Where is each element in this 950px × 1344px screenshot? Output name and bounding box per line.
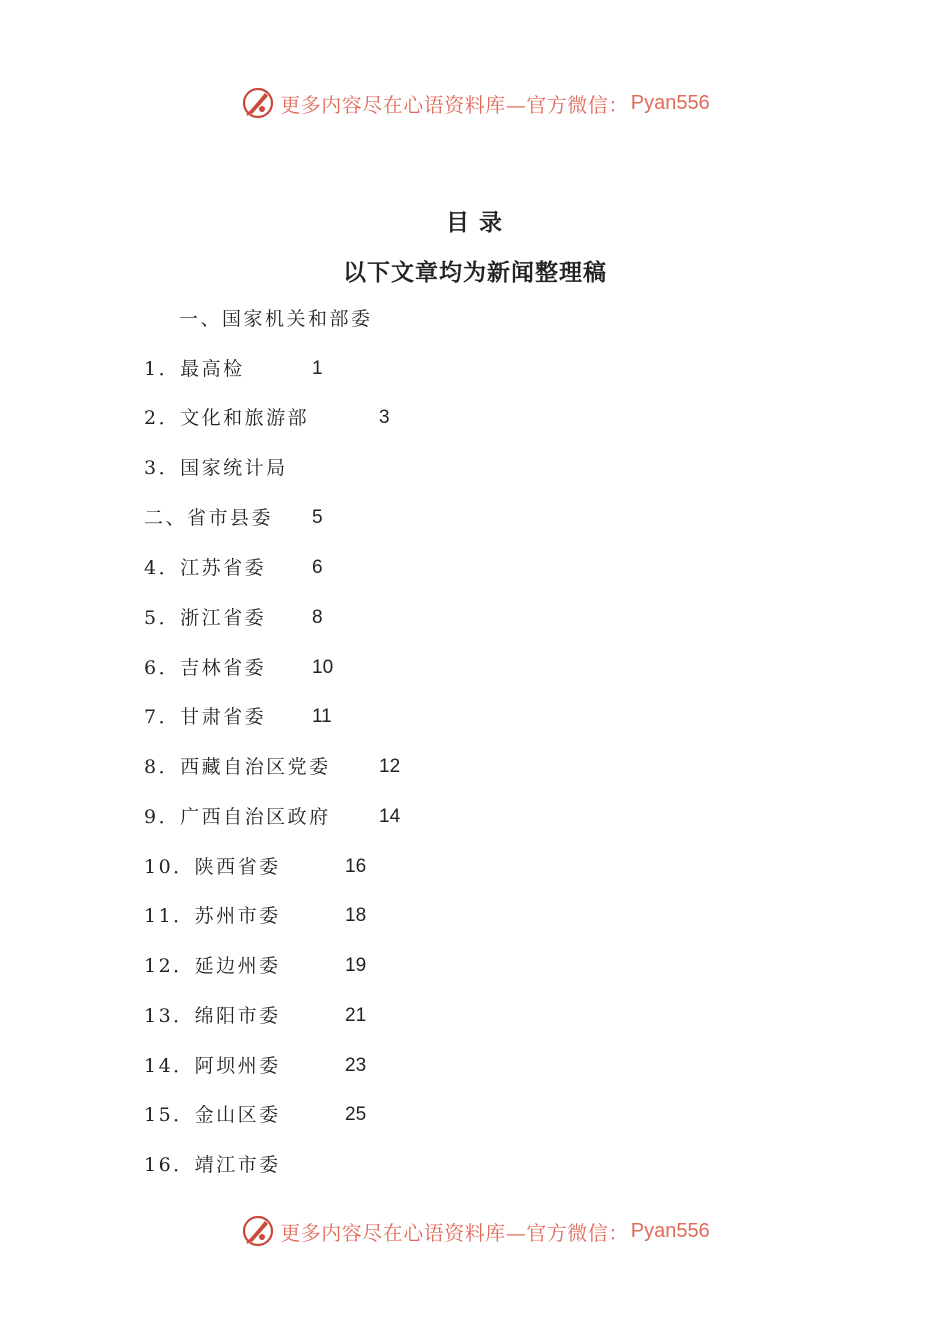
banner-wechat-id: Pyan556 bbox=[630, 91, 710, 114]
toc-label: 11．苏州市委 bbox=[144, 905, 281, 927]
toc-label: 9．广西自治区政府 bbox=[144, 806, 331, 828]
toc-page-number: 6 bbox=[312, 557, 323, 578]
quill-pen-logo-icon bbox=[240, 85, 276, 121]
toc-label: 16．靖江市委 bbox=[144, 1154, 281, 1176]
toc-label: 3．国家统计局 bbox=[144, 457, 288, 479]
toc-page-number: 14 bbox=[379, 806, 401, 827]
toc-label: 6．吉林省委 bbox=[144, 657, 267, 679]
toc-label: 一、国家机关和部委 bbox=[179, 308, 373, 330]
toc-label: 4．江苏省委 bbox=[144, 557, 267, 579]
toc-label: 8．西藏自治区党委 bbox=[144, 756, 331, 778]
quill-pen-logo-icon bbox=[240, 1213, 276, 1249]
banner-text: 更多内容尽在心语资料库—官方微信： bbox=[280, 1220, 629, 1245]
banner-wechat-id: Pyan556 bbox=[630, 1219, 710, 1242]
toc-page-number: 3 bbox=[379, 407, 390, 428]
toc-page-number: 12 bbox=[379, 756, 401, 777]
banner-text: 更多内容尽在心语资料库—官方微信： bbox=[280, 92, 629, 117]
toc-label: 5．浙江省委 bbox=[144, 607, 267, 629]
toc-label: 12．延边州委 bbox=[144, 955, 281, 977]
toc-page-number: 16 bbox=[345, 856, 367, 877]
toc-label: 2．文化和旅游部 bbox=[144, 407, 310, 429]
page-title: 目录 bbox=[446, 209, 512, 236]
toc-label: 7．甘肃省委 bbox=[144, 706, 267, 728]
toc-page-number: 1 bbox=[312, 358, 323, 379]
toc-page-number: 19 bbox=[345, 955, 367, 976]
toc-label: 13．绵阳市委 bbox=[144, 1005, 281, 1027]
header-banner bbox=[0, 83, 950, 123]
toc-page-number: 11 bbox=[312, 706, 332, 727]
toc-page-number: 18 bbox=[345, 905, 367, 926]
toc-label: 15．金山区委 bbox=[144, 1104, 281, 1126]
toc-page-number: 5 bbox=[312, 507, 323, 528]
footer-banner bbox=[0, 1211, 950, 1251]
toc-label: 10．陕西省委 bbox=[144, 856, 281, 878]
toc-label: 1．最高检 bbox=[144, 358, 245, 380]
page-subtitle: 以下文章均为新闻整理稿 bbox=[343, 259, 607, 286]
toc-label: 14．阿坝州委 bbox=[144, 1055, 281, 1077]
toc-page-number: 8 bbox=[312, 607, 323, 628]
toc-page-number: 23 bbox=[345, 1055, 367, 1076]
toc-page-number: 10 bbox=[312, 657, 334, 678]
toc-page-number: 25 bbox=[345, 1104, 367, 1125]
toc-page-number: 21 bbox=[345, 1005, 367, 1026]
toc-label: 二、省市县委 bbox=[144, 507, 274, 529]
